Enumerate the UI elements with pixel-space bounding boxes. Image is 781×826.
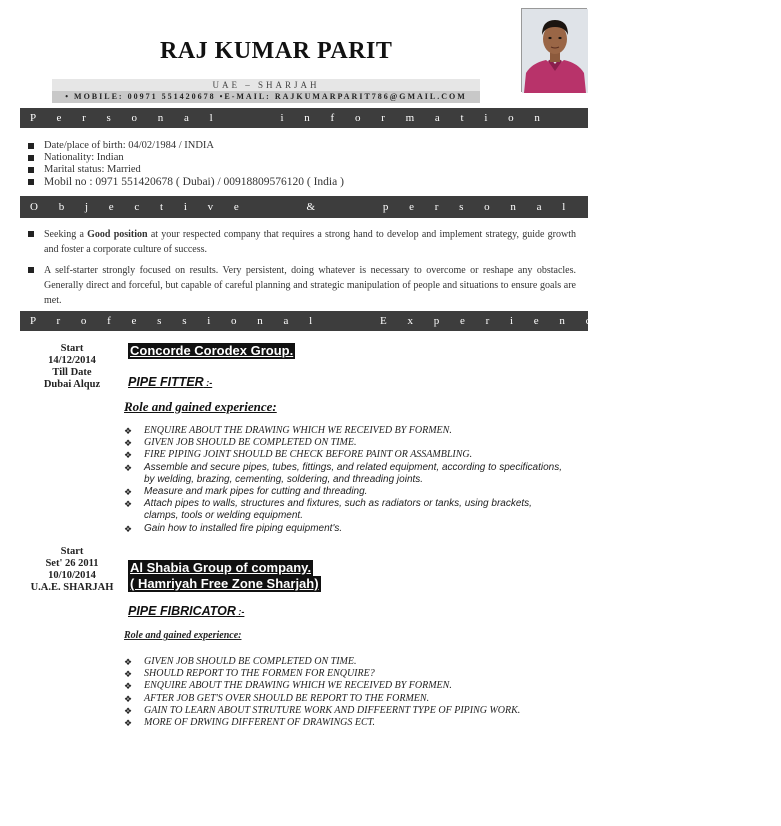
list-item-marital: Marital status: Married (28, 164, 344, 176)
objective-paragraph-2: A self-starter strongly focused on results. Very persistent, doing whatever is necessary to overcome or reshape any obstacles. Generally direct and forceful, but capable of careful planning and strategic manipulation of people and situations to ensure goals are met. (28, 263, 576, 308)
diamond-bullet-icon: ❖ (124, 462, 133, 473)
job2-to-date: 10/10/2014 (48, 570, 96, 581)
job1-duty (124, 437, 564, 449)
profile-photo-image (522, 9, 588, 93)
job1-role-suffix: :- (203, 378, 213, 388)
section-bar-objective (20, 196, 781, 218)
job2-company: Al Shabia Group of company. (130, 560, 312, 575)
job1-duty-text: Gain how to installed fire piping equipment's. (144, 522, 343, 534)
job2-duty (124, 668, 564, 680)
job1-dates (27, 343, 117, 391)
job1-duty (124, 425, 564, 437)
profile-photo (521, 8, 587, 92)
personal-info-list (28, 140, 344, 188)
job1-role (128, 375, 212, 389)
job1-duty (124, 462, 564, 486)
job1-duty-text: Measure and mark pipes for cutting and threading. (144, 486, 368, 498)
job2-duty (124, 705, 564, 717)
job2-role-title: PIPE FIBRICATOR (128, 604, 236, 618)
job2-duty-text: MORE OF DRWING DIFFERENT OF DRAWINGS ECT. (144, 717, 375, 729)
job2-duty-text: ENQUIRE ABOUT THE DRAWING WHICH WE RECEIVED BY FORMEN. (144, 680, 452, 692)
job1-duty (124, 449, 564, 461)
job1-duty-text: Assemble and secure pipes, tubes, fittings, and related equipment, according to specifications, by welding, brazing, cementing, soldering, and threading joints. (144, 461, 563, 485)
diamond-bullet-icon: ❖ (124, 705, 133, 716)
job2-dates (27, 546, 117, 594)
job1-duty (124, 498, 564, 522)
objective-p1-pre: Seeking a (44, 229, 88, 240)
section-title-experience: P r o f e s s i o n a l E x p e r i e n c e (30, 315, 626, 327)
job1-duty-text: Attach pipes to walls, structures and fixtures, such as radiators or tanks, using brackets, clamps, tools or welding equipment. (144, 498, 532, 522)
job2-start-label: Start (60, 546, 84, 557)
job2-duty (124, 693, 564, 705)
job2-resp-title: Role and gained experience: (124, 630, 242, 641)
job2-duty (124, 717, 564, 729)
section-bar-experience (20, 311, 626, 331)
job2-place: U.A.E. SHARJAH (30, 582, 114, 593)
job1-to-date: Till Date (52, 367, 92, 378)
job2-from-date: Set' 26 2011 (45, 558, 99, 569)
job2-duty (124, 680, 564, 692)
job2-company-location: ( Hamriyah Free Zone Sharjah) (130, 576, 319, 591)
section-title-objective: O b j e c t i v e & p e r s o n a l m a k e u p (30, 201, 781, 213)
section-bar-personal (20, 108, 588, 128)
job1-duty-text: FIRE PIPING JOINT SHOULD BE CHECK BEFORE PAINT OR ASSAMBLING. (144, 449, 473, 461)
job1-place: Dubai Alquz (43, 379, 101, 390)
diamond-bullet-icon: ❖ (124, 523, 133, 534)
diamond-bullet-icon: ❖ (124, 657, 133, 667)
objective-p1-bold: Good position (87, 229, 148, 240)
job2-duty-text: SHOULD REPORT TO THE FORMEN FOR ENQUIRE? (144, 668, 375, 680)
diamond-bullet-icon: ❖ (124, 693, 133, 704)
job1-duty-text: ENQUIRE ABOUT THE DRAWING WHICH WE RECEIVED BY FORMEN. (144, 425, 452, 436)
diamond-bullet-icon: ❖ (124, 718, 133, 729)
objective-list-2 (28, 263, 576, 308)
job2-duties-list (124, 656, 564, 729)
diamond-bullet-icon: ❖ (124, 438, 133, 449)
diamond-bullet-icon: ❖ (124, 487, 133, 498)
job2-duty-text: GAIN TO LEARN ABOUT STRUTURE WORK AND DIFFEERNT TYPE OF PIPING WORK. (144, 704, 521, 716)
objective-list (28, 227, 576, 257)
job2-role (128, 604, 244, 618)
job2-duty (124, 656, 564, 668)
job1-start-label: Start (60, 343, 84, 354)
objective-paragraph-1 (28, 227, 576, 257)
diamond-bullet-icon: ❖ (124, 669, 133, 680)
location-band: UAE – SHARJAH (52, 79, 480, 91)
contact-band: • MOBILE: 00971 551420678 •E-MAIL: RAJKUMARPARIT786@GMAIL.COM (52, 91, 480, 103)
job1-from-date: 14/12/2014 (48, 355, 96, 366)
job2-duty-text: AFTER JOB GET'S OVER SHOULD BE REPORT TO THE FORMEN. (144, 692, 430, 704)
diamond-bullet-icon: ❖ (124, 499, 133, 510)
job1-role-title: PIPE FITTER (128, 375, 204, 389)
list-item-mobile: Mobil no : 0971 551420678 ( Dubai) / 00918809576120 ( India ) (28, 176, 344, 188)
objective-p1-post: at your respected company that requires a strong hand to develop and implement strategy, guide growth and foster a corporate culture of success. (44, 229, 577, 255)
diamond-bullet-icon: ❖ (124, 426, 133, 436)
diamond-bullet-icon: ❖ (124, 681, 133, 692)
list-item-nationality: Nationality: Indian (28, 152, 344, 164)
diamond-bullet-icon: ❖ (124, 450, 133, 461)
job1-duty-text: GIVEN JOB SHOULD BE COMPLETED ON TIME. (144, 437, 357, 449)
job1-duty (124, 523, 564, 535)
candidate-name: RAJ KUMAR PARIT (160, 38, 393, 64)
job1-company: Concorde Corodex Group. (130, 343, 294, 358)
job1-resp-title: Role and gained experience: (124, 399, 277, 414)
list-item-dob: Date/place of birth: 04/02/1984 / INDIA (28, 140, 344, 152)
section-title-personal: P e r s o n a l i n f o r m a t i o n (30, 112, 549, 124)
job1-duty (124, 486, 564, 498)
job2-role-suffix: :- (235, 607, 245, 617)
job2-duty-text: GIVEN JOB SHOULD BE COMPLETED ON TIME. (144, 656, 357, 667)
job1-duties-list (124, 425, 564, 535)
